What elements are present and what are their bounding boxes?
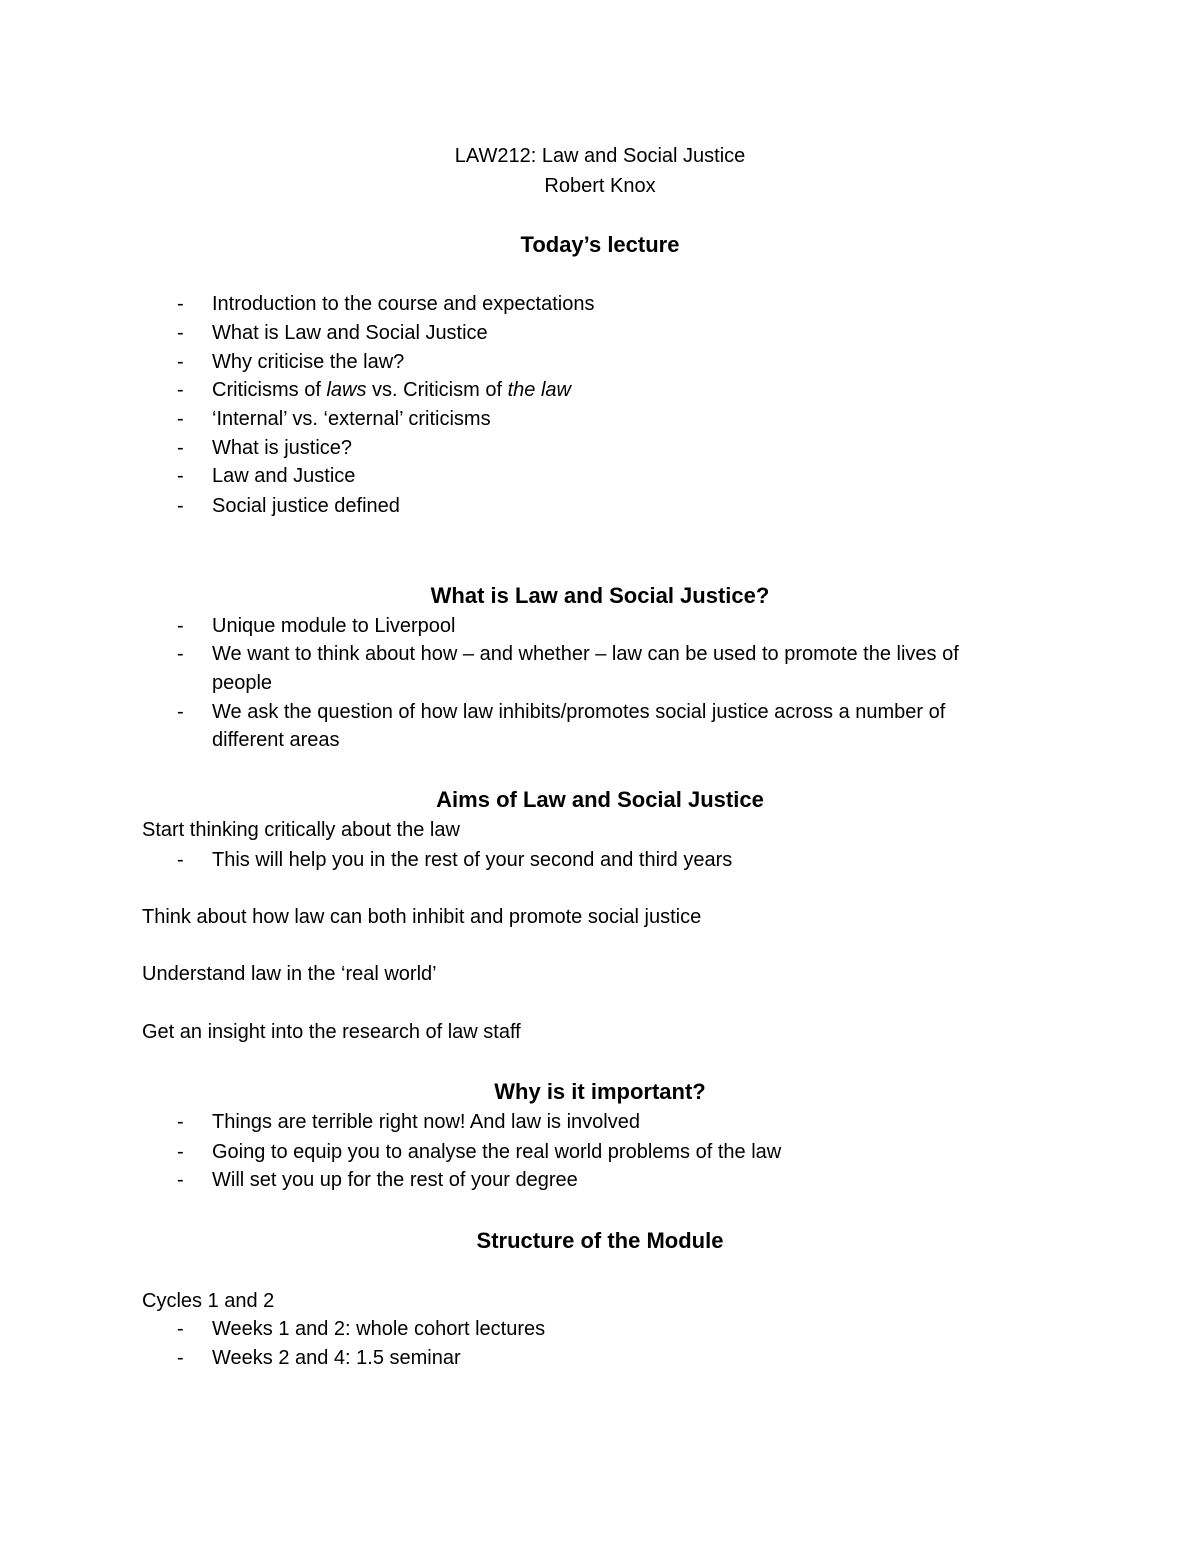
list-item-text: Unique module to Liverpool <box>212 615 456 637</box>
bullet-dash: - <box>177 465 184 487</box>
author-name: Robert Knox <box>544 175 656 197</box>
bullet-dash: - <box>177 293 184 315</box>
structure-heading: Structure of the Module <box>476 1228 724 1253</box>
bullet-dash: - <box>177 643 184 665</box>
bullet-dash: - <box>177 1141 184 1163</box>
todays-lecture-heading: Today’s lecture <box>520 232 680 257</box>
list-item-text: Will set you up for the rest of your degree <box>212 1169 578 1191</box>
bullet-dash: - <box>177 495 184 517</box>
bullet-dash: - <box>177 1169 184 1191</box>
what-is-heading: What is Law and Social Justice? <box>430 583 770 608</box>
bullet-dash: - <box>177 701 184 723</box>
aims-point: Think about how law can both inhibit and promote social justice <box>142 906 702 928</box>
list-item-text: What is Law and Social Justice <box>212 322 488 344</box>
bullet-dash: - <box>177 351 184 373</box>
text-segment: vs. Criticism of <box>366 379 508 401</box>
list-item-text: What is justice? <box>212 437 353 459</box>
bullet-dash: - <box>177 379 184 401</box>
bullet-dash: - <box>177 1318 184 1340</box>
list-item-text: We ask the question of how law inhibits/promotes social justice across a number of <box>212 701 946 723</box>
bullet-dash: - <box>177 849 184 871</box>
list-item-text-continued: different areas <box>212 729 340 751</box>
aims-intro: Start thinking critically about the law <box>142 819 460 841</box>
aims-point: Understand law in the ‘real world’ <box>142 963 437 985</box>
bullet-dash: - <box>177 1347 184 1369</box>
why-important-heading: Why is it important? <box>494 1079 706 1104</box>
aims-heading: Aims of Law and Social Justice <box>436 787 764 812</box>
list-item-text-continued: people <box>212 672 273 694</box>
text-segment-italic: laws <box>326 379 367 401</box>
list-item-text: Introduction to the course and expectations <box>212 293 595 315</box>
bullet-dash: - <box>177 408 184 430</box>
list-item-text: Weeks 1 and 2: whole cohort lectures <box>212 1318 546 1340</box>
structure-intro: Cycles 1 and 2 <box>142 1290 275 1312</box>
list-item-text: Going to equip you to analyse the real world problems of the law <box>212 1141 782 1163</box>
aims-point: Get an insight into the research of law staff <box>142 1021 521 1043</box>
list-item-text <box>212 376 571 404</box>
course-title: LAW212: Law and Social Justice <box>454 145 746 167</box>
list-item-text: Things are terrible right now! And law is involved <box>212 1111 640 1133</box>
list-item-text: ‘Internal’ vs. ‘external’ criticisms <box>212 408 491 430</box>
list-item-text: We want to think about how – and whether – law can be used to promote the lives of <box>212 643 959 665</box>
list-item-text: This will help you in the rest of your second and third years <box>212 849 733 871</box>
bullet-dash: - <box>177 1111 184 1133</box>
list-item-text: Law and Justice <box>212 465 356 487</box>
bullet-dash: - <box>177 322 184 344</box>
bullet-dash: - <box>177 437 184 459</box>
list-item-text: Social justice defined <box>212 495 400 517</box>
list-item-text: Why criticise the law? <box>212 351 405 373</box>
text-segment-italic: the law <box>507 379 571 401</box>
bullet-dash: - <box>177 615 184 637</box>
list-item-text: Weeks 2 and 4: 1.5 seminar <box>212 1347 461 1369</box>
text-segment: Criticisms of <box>212 379 327 401</box>
